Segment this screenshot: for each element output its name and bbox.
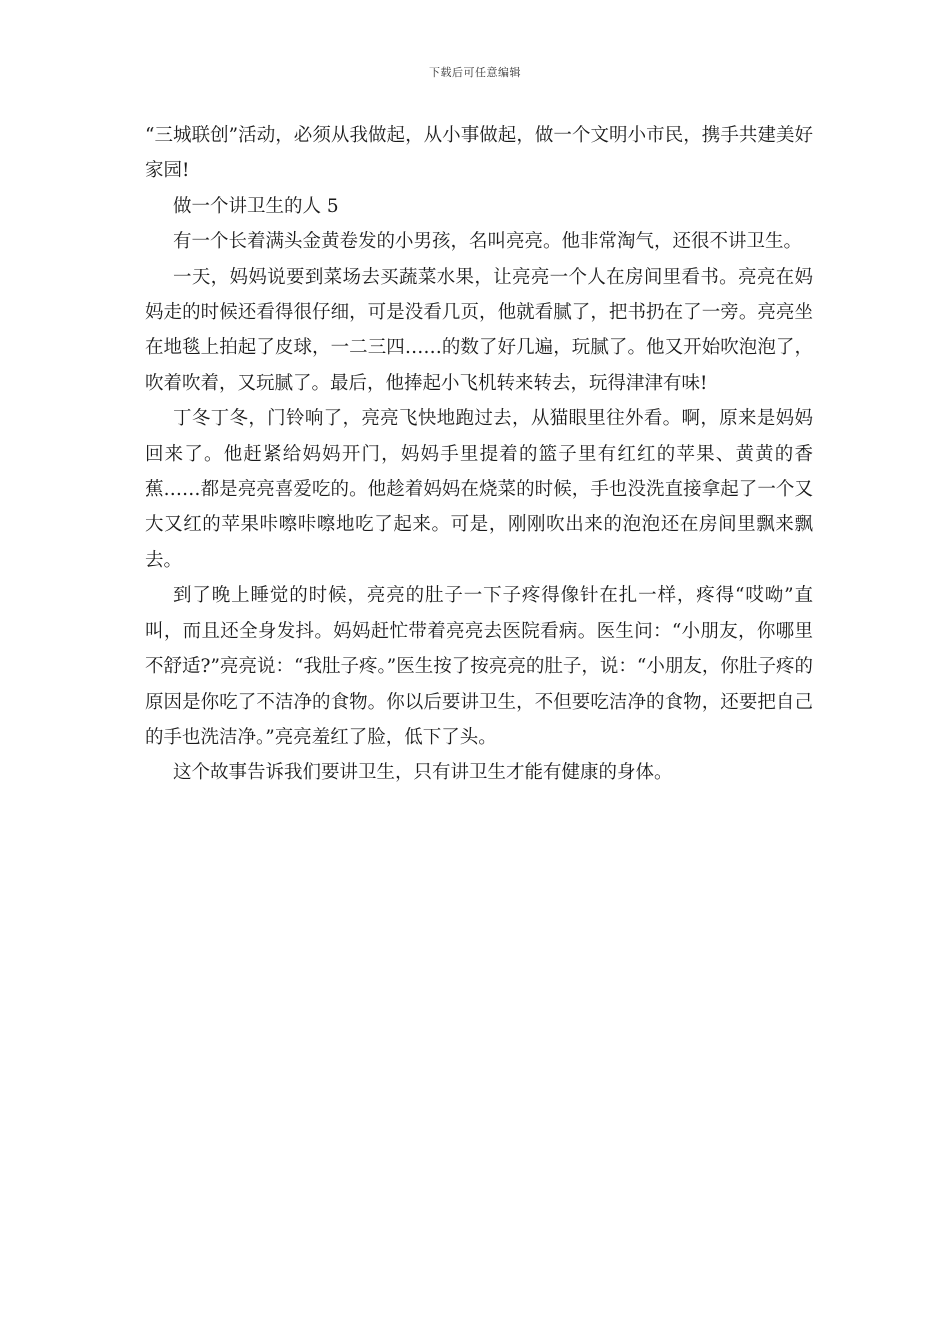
paragraph-intro-continuation: “三城联创”活动，必须从我做起，从小事做起，做一个文明小市民，携手共建美好家园! [145, 125, 813, 182]
document-body [145, 118, 813, 791]
section-title: 做一个讲卫生的人 5 [173, 195, 339, 217]
paragraph-2: 一天，妈妈说要到菜场去买蔬菜水果，让亮亮一个人在房间里看书。亮亮在妈妈走的时候还看得很仔细，可是没看几页，他就看腻了，把书扔在了一旁。亮亮坐在地毯上拍起了皮球，一二三四……的数了好几遍，玩腻了。他又开始吹泡泡了，吹着吹着，又玩腻了。最后，他捧起小飞机转来转去，玩得津津有味! [145, 266, 813, 394]
paragraph-3: 丁冬丁冬，门铃响了，亮亮飞快地跑过去，从猫眼里往外看。啊，原来是妈妈回来了。他赶紧给妈妈开门，妈妈手里提着的篮子里有红红的苹果、黄黄的香蕉……都是亮亮喜爱吃的。他趁着妈妈在烧菜的时候，手也没洗直接拿起了一个又大又红的苹果咔嚓咔嚓地吃了起来。可是，刚刚吹出来的泡泡还在房间里飘来飘去。 [145, 408, 813, 571]
page-header: 下载后可任意编辑 [429, 66, 521, 79]
paragraph-1: 有一个长着满头金黄卷发的小男孩，名叫亮亮。他非常淘气，还很不讲卫生。 [173, 231, 803, 253]
paragraph-4: 到了晚上睡觉的时候，亮亮的肚子一下子疼得像针在扎一样，疼得“哎呦”直叫，而且还全身发抖。妈妈赶忙带着亮亮去医院看病。医生问：“小朋友，你哪里不舒适?”亮亮说：“我肚子疼。”医生按了按亮亮的肚子，说：“小朋友，你肚子疼的原因是你吃了不洁净的食物。你以后要讲卫生，不但要吃洁净的食物，还要把自己的手也洗洁净。”亮亮羞红了脸，低下了头。 [145, 585, 813, 748]
paragraph-conclusion: 这个故事告诉我们要讲卫生，只有讲卫生才能有健康的身体。 [173, 762, 673, 784]
